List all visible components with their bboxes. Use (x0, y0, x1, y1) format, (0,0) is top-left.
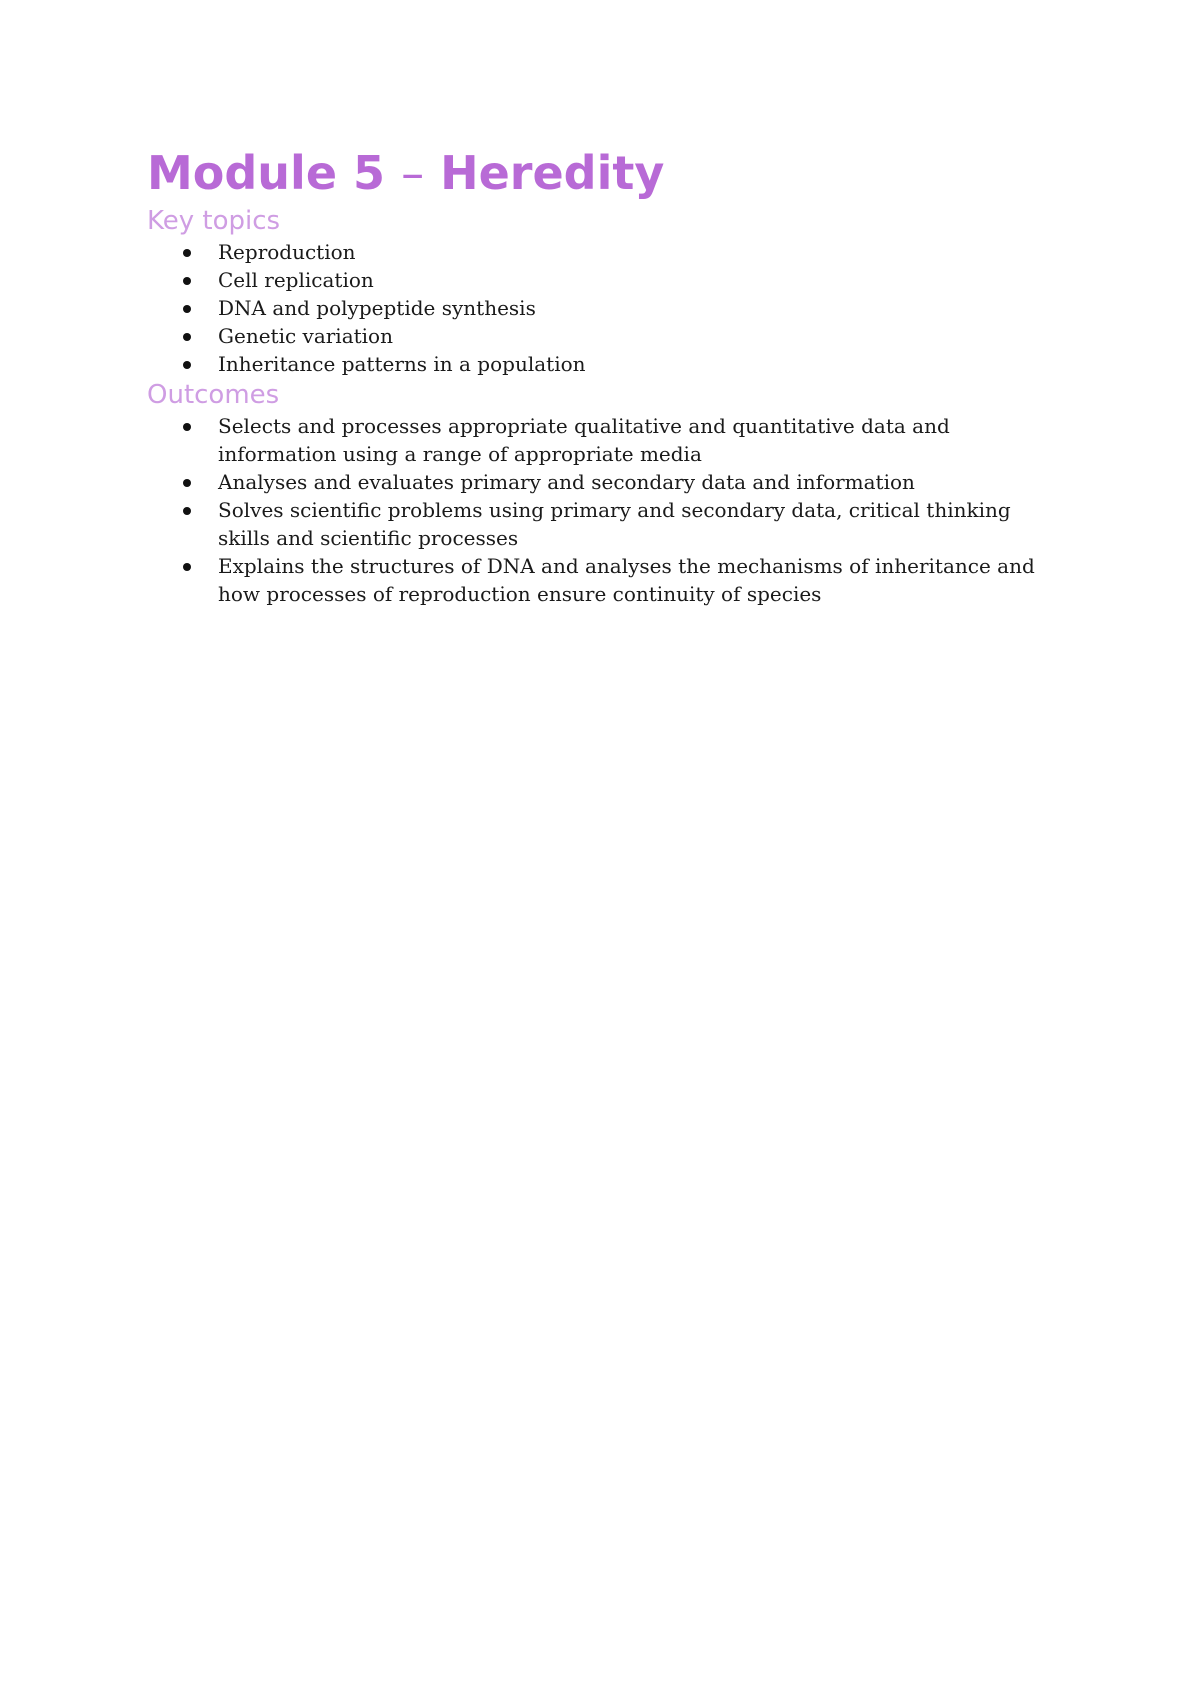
list-item-text: Explains the structures of DNA and analyses the mechanisms of inheritance and how processes of reproduction ensure continuity of species (218, 554, 1035, 606)
bullet-icon (183, 423, 191, 431)
outcomes-heading: Outcomes (147, 380, 280, 410)
list-item (147, 350, 1067, 378)
bullet-icon (183, 507, 191, 515)
outcomes-list (147, 412, 1067, 608)
bullet-icon (183, 305, 191, 313)
list-item (147, 468, 1067, 496)
bullet-icon (183, 277, 191, 285)
list-item (147, 322, 1067, 350)
title-dash: – (401, 146, 425, 200)
list-item-text: Inheritance patterns in a population (218, 352, 586, 376)
list-item (147, 294, 1067, 322)
list-item-text: Selects and processes appropriate qualitative and quantitative data and information using a range of appropriate media (218, 414, 950, 466)
list-item (147, 266, 1067, 294)
bullet-icon (183, 479, 191, 487)
bullet-icon (183, 333, 191, 341)
title-module: Module 5 (147, 146, 386, 200)
list-item-text: DNA and polypeptide synthesis (218, 296, 536, 320)
document-content (147, 142, 1067, 608)
list-item-text: Reproduction (218, 240, 356, 264)
document-title (147, 142, 1067, 204)
list-item-text: Analyses and evaluates primary and secondary data and information (218, 470, 915, 494)
list-item (147, 496, 1067, 552)
bullet-icon (183, 361, 191, 369)
list-item (147, 412, 1067, 468)
title-subject: Heredity (440, 146, 665, 200)
bullet-icon (183, 249, 191, 257)
list-item (147, 238, 1067, 266)
list-item-text: Solves scientific problems using primary and secondary data, critical thinking skills and scientific processes (218, 498, 1011, 550)
list-item-text: Genetic variation (218, 324, 393, 348)
list-item (147, 552, 1067, 608)
key-topics-heading: Key topics (147, 206, 281, 236)
key-topics-list (147, 238, 1067, 378)
list-item-text: Cell replication (218, 268, 374, 292)
bullet-icon (183, 563, 191, 571)
